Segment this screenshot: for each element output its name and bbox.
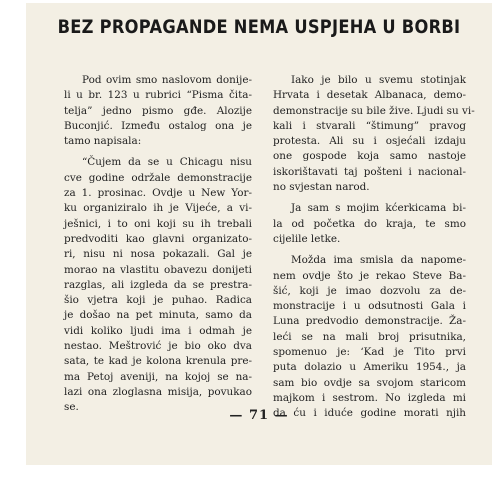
text-line: ku organiziralo ih je Vijeće, a vi- — [64, 202, 252, 215]
text-line: majkom i sestrom. No izgleda mi — [273, 391, 466, 404]
text-line: leći se na mali broj prisutnika, — [273, 330, 466, 343]
text-line: razglas, ali izgleda da se prestra- — [64, 278, 252, 291]
text-line: da ću i iduće godine morati njih — [273, 407, 466, 420]
text-line: Ja sam s mojim kćerkicama bi- — [291, 202, 466, 215]
document-page — [26, 3, 492, 465]
text-line: one gospode koja samo nastoje — [273, 150, 466, 163]
text-line: je došao na pet minuta, samo da — [64, 309, 252, 322]
text-line: Iako je bilo u svemu stotinjak — [291, 74, 466, 86]
text-line: nem ovdje što je rekao Steve Ba- — [273, 269, 466, 282]
text-line: iskorištavati taj pošteni i nacional- — [273, 165, 466, 178]
text-line: predvoditi kao glavni organizato- — [64, 232, 252, 245]
text-line: kali i stvarali “štimung” pravog — [273, 119, 466, 132]
text-line: šić, koji je imao dozvolu za de- — [273, 284, 466, 297]
text-line: li u br. 123 u rubrici “Pisma čita- — [64, 89, 252, 102]
text-line: sata, te kad je kolona krenula pre- — [64, 355, 252, 368]
text-line: puta dolazio u Ameriku 1954., ja — [273, 361, 466, 374]
text-line: ri, nisu ni nosa pokazali. Gal je — [64, 248, 252, 261]
text-line: vidi koliko ljudi ima i odmah je — [64, 324, 252, 337]
left-column — [64, 73, 252, 416]
text-line: nestao. Meštrović je bio oko dva — [64, 340, 252, 353]
text-line: protesta. Ali su i osjećali izdaju — [273, 135, 466, 148]
text-line: ma Petoj aveniji, na kojoj se na- — [64, 370, 252, 383]
text-line: šio vjetra koji je puhao. Radica — [64, 294, 252, 307]
text-line: spomenuo je: ‘Kad je Tito prvi — [273, 346, 466, 359]
text-line: monstracije i u odsutnosti Gala i — [273, 300, 466, 313]
article-title: BEZ PROPAGANDE NEMA USPJEHA U BORBI — [57, 17, 461, 38]
text-line: ješnici, i to oni koji su ih trebali — [64, 217, 252, 230]
text-line: morao na vlastitu obavezu donijeti — [64, 263, 252, 276]
text-line: Buconjić. Između ostalog ona je — [64, 119, 252, 132]
text-line: “Čujem da se u Chicagu nisu — [82, 156, 252, 169]
text-line: lazi ona zloglasna misija, povukao — [64, 385, 252, 398]
text-line: za 1. prosinac. Ovdje u New Yor- — [64, 187, 252, 200]
text-line: no svjestan narod. — [273, 181, 370, 194]
page-number: — 71 — — [229, 408, 289, 423]
text-line: Pod ovim smo naslovom donije- — [82, 74, 252, 86]
text-line: cve godine održale demonstracije — [64, 171, 252, 184]
text-line: sam bio ovdje sa svojom staricom — [273, 376, 466, 389]
text-line: telja” jedno pismo gđe. Alozije — [64, 104, 252, 117]
text-line: Luna predvodio demonstracije. Ža- — [273, 315, 466, 328]
text-line: Možda ima smisla da napome- — [291, 254, 466, 267]
right-column — [273, 73, 475, 422]
text-line: cijelile letke. — [273, 232, 341, 245]
text-line: se. — [64, 401, 79, 414]
text-line: la od početka do kraja, te smo — [273, 217, 466, 230]
text-line: demonstracije su bile žive. Ljudi su vi- — [273, 104, 475, 117]
text-line: tamo napisala: — [64, 135, 142, 148]
text-line: Hrvata i desetak Albanaca, demo- — [273, 89, 466, 102]
